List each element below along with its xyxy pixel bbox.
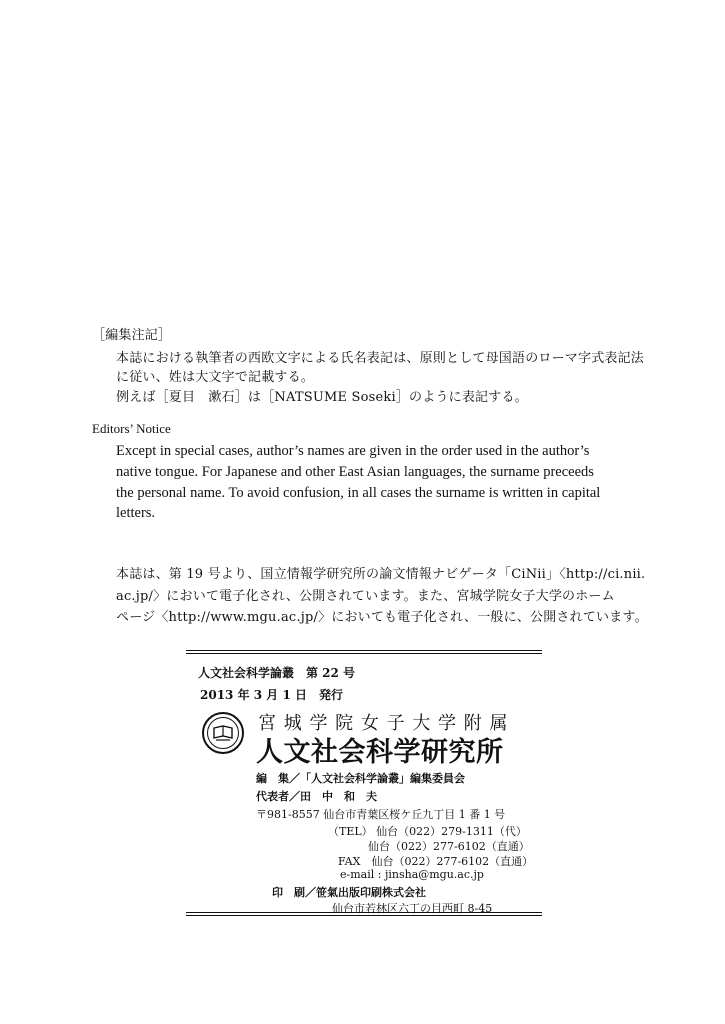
- editors-notice-line: Except in special cases, author’s names are given in the order used in the author’s: [116, 443, 590, 459]
- colophon-top-rule: [186, 650, 542, 651]
- editors-notice-line: the personal name. To avoid confusion, in all cases the surname is written in capital: [116, 485, 601, 501]
- editorial-note-heading: ［編集注記］: [92, 328, 172, 343]
- journal-issue: 人文社会科学論叢 第 22 号: [198, 666, 356, 680]
- email-address: e-mail : jinsha@mgu.ac.jp: [340, 868, 484, 881]
- editorial-note-line: に従い、姓は大文字で記載する。: [116, 370, 315, 385]
- editors-notice-heading: Editors’ Notice: [92, 421, 171, 436]
- online-notice-line: ac.jp/〉において電子化され、公開されています。また、宮城学院女子大学のホーム: [116, 589, 615, 604]
- telephone-main: （TEL） 仙台（022）279-1311（代）: [328, 825, 527, 838]
- institute-name: 人文社会科学研究所: [256, 737, 504, 768]
- institute-seal-icon: [202, 712, 244, 754]
- telephone-direct: 仙台（022）277-6102（直通）: [368, 840, 530, 853]
- online-notice-line: 本誌は、第 19 号より、国立情報学研究所の論文情報ナビゲータ「CiNii」〈http://ci.nii.: [116, 567, 646, 582]
- fax-number: FAX 仙台（022）277-6102（直通）: [338, 855, 534, 868]
- institute-parent-name: 宮 城 学 院 女 子 大 学 附 属: [258, 713, 509, 734]
- representative: 代表者／田 中 和 夫: [256, 790, 377, 803]
- postal-address: 〒981-8557 仙台市青葉区桜ケ丘九丁目 1 番 1 号: [256, 808, 506, 821]
- editors-notice-line: letters.: [116, 505, 156, 521]
- printer-address: 仙台市若林区六丁の目西町 8-45: [332, 902, 493, 915]
- colophon-bottom-rule: [186, 912, 542, 913]
- editor-credit: 編 集／「人文社会科学論叢」編集委員会: [256, 772, 465, 785]
- editors-notice-line: native tongue. For Japanese and other East Asian languages, the surname preceeds: [116, 464, 594, 480]
- editorial-note-line: 例えば［夏目 漱石］は［NATSUME Soseki］のように表記する。: [116, 390, 528, 405]
- colophon: [186, 650, 542, 914]
- editorial-note-line: 本誌における執筆者の西欧文字による氏名表記は、原則として母国語のローマ字式表記法: [116, 351, 645, 366]
- printer-credit: 印 刷／笹氣出版印刷株式会社: [272, 886, 426, 899]
- online-notice-line: ページ〈http://www.mgu.ac.jp/〉においても電子化され、一般に、公開されています。: [116, 610, 648, 625]
- publication-date: 2013 年 3 月 1 日 発行: [200, 688, 343, 702]
